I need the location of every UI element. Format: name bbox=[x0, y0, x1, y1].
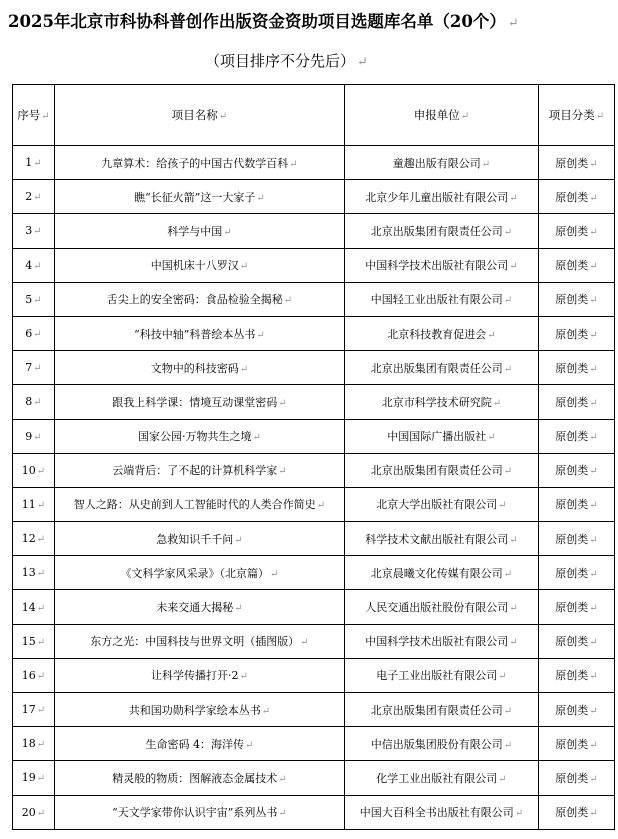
table-row bbox=[13, 658, 615, 692]
cell-category-text: 原创类 bbox=[555, 806, 589, 820]
cell-mark-icon bbox=[589, 569, 597, 580]
cell-category bbox=[539, 658, 615, 692]
cell-category bbox=[539, 282, 615, 316]
cell-category-text: 原创类 bbox=[555, 669, 589, 683]
cell-category-text: 原创类 bbox=[555, 327, 589, 341]
cell-mark-icon bbox=[33, 397, 41, 408]
cell-org-text: 中国大百科全书出版社有限公司 bbox=[359, 806, 514, 820]
cell-mark-icon bbox=[37, 568, 45, 579]
cell-mark-icon bbox=[253, 432, 261, 443]
cell-mark-icon bbox=[589, 466, 597, 477]
cell-category bbox=[539, 487, 615, 521]
cell-no-text: 20 bbox=[21, 805, 36, 819]
cell-category-text: 原创类 bbox=[555, 224, 589, 238]
cell-mark-icon bbox=[589, 637, 597, 648]
cell-name bbox=[55, 316, 345, 350]
cell-no bbox=[13, 522, 55, 556]
cell-mark-icon bbox=[37, 739, 45, 750]
cell-no-text: 6 bbox=[25, 327, 33, 341]
cell-mark-icon bbox=[509, 603, 517, 614]
cell-category bbox=[539, 522, 615, 556]
cell-org-text: 童趣出版有限公司 bbox=[392, 156, 481, 170]
cell-no bbox=[13, 180, 55, 214]
cell-mark-icon bbox=[589, 432, 597, 443]
cell-no bbox=[13, 487, 55, 521]
cell-category-text: 原创类 bbox=[555, 771, 589, 785]
cell-category bbox=[539, 727, 615, 761]
cell-category bbox=[539, 214, 615, 248]
cell-mark-icon bbox=[234, 603, 242, 614]
cell-org bbox=[345, 658, 539, 692]
cell-no-text: 1 bbox=[25, 156, 33, 170]
cell-category bbox=[539, 556, 615, 590]
cell-no bbox=[13, 624, 55, 658]
cell-category-text: 原创类 bbox=[555, 532, 589, 546]
paragraph-mark-icon bbox=[357, 55, 368, 70]
cell-no bbox=[13, 693, 55, 727]
cell-org bbox=[345, 385, 539, 419]
cell-name-text: 急救知识千千问 bbox=[156, 532, 234, 546]
cell-mark-icon bbox=[284, 295, 292, 306]
cell-org-text: 中信出版集团股份有限公司 bbox=[370, 737, 503, 751]
cell-name-text: 瞧“长征火箭”这一大家子 bbox=[134, 190, 256, 204]
cell-category bbox=[539, 590, 615, 624]
cell-org-text: 中国科学技术出版社有限公司 bbox=[365, 259, 509, 273]
cell-name bbox=[55, 522, 345, 556]
cell-mark-icon bbox=[37, 705, 45, 716]
cell-mark-icon bbox=[33, 192, 41, 203]
cell-name bbox=[55, 658, 345, 692]
cell-mark-icon bbox=[589, 295, 597, 306]
table-row bbox=[13, 453, 615, 487]
cell-org-text: 人民交通出版社股份有限公司 bbox=[365, 601, 509, 615]
cell-mark-icon bbox=[278, 466, 286, 477]
cell-org bbox=[345, 624, 539, 658]
cell-name-text: “科技中轴”科普绘本丛书 bbox=[134, 327, 256, 341]
cell-no bbox=[13, 590, 55, 624]
cell-org bbox=[345, 453, 539, 487]
cell-mark-icon bbox=[504, 569, 512, 580]
cell-category bbox=[539, 453, 615, 487]
cell-mark-icon bbox=[234, 535, 242, 546]
cell-category bbox=[539, 624, 615, 658]
cell-mark-icon bbox=[256, 193, 264, 204]
cell-no-text: 4 bbox=[25, 258, 33, 272]
cell-name-text: 《文科学家风采录》（北京篇） bbox=[120, 566, 270, 580]
cell-no-text: 3 bbox=[25, 224, 33, 238]
cell-no bbox=[13, 248, 55, 282]
cell-mark-icon bbox=[37, 773, 45, 784]
cell-category-text: 原创类 bbox=[555, 259, 589, 273]
cell-org bbox=[345, 248, 539, 282]
cell-org-text: 北京大学出版社有限公司 bbox=[376, 498, 498, 512]
cell-name bbox=[55, 556, 345, 590]
cell-mark-icon bbox=[589, 398, 597, 409]
cell-mark-icon bbox=[596, 111, 604, 122]
cell-no bbox=[13, 795, 55, 829]
table-row bbox=[13, 693, 615, 727]
cell-no-text: 5 bbox=[25, 292, 33, 306]
cell-mark-icon bbox=[498, 774, 506, 785]
cell-no bbox=[13, 727, 55, 761]
cell-no bbox=[13, 146, 55, 180]
paragraph-mark-icon bbox=[508, 16, 519, 31]
cell-mark-icon bbox=[278, 808, 286, 819]
cell-org bbox=[345, 316, 539, 350]
cell-org-text: 电子工业出版社有限公司 bbox=[376, 669, 498, 683]
cell-mark-icon bbox=[498, 500, 506, 511]
cell-name bbox=[55, 795, 345, 829]
cell-no-text: 9 bbox=[25, 429, 33, 443]
table-row bbox=[13, 419, 615, 453]
cell-mark-icon bbox=[41, 111, 49, 122]
cell-org-text: 北京少年儿童出版社有限公司 bbox=[365, 190, 509, 204]
cell-category-text: 原创类 bbox=[555, 498, 589, 512]
cell-mark-icon bbox=[37, 500, 45, 511]
cell-org-text: 北京出版集团有限责任公司 bbox=[370, 361, 503, 375]
cell-name bbox=[55, 385, 345, 419]
cell-org-text: 中国科学技术出版社有限公司 bbox=[365, 635, 509, 649]
cell-no bbox=[13, 556, 55, 590]
cell-mark-icon bbox=[487, 330, 495, 341]
cell-mark-icon bbox=[589, 193, 597, 204]
cell-name bbox=[55, 248, 345, 282]
cell-mark-icon bbox=[589, 330, 597, 341]
cell-org-text: 北京科技教育促进会 bbox=[387, 327, 487, 341]
cell-mark-icon bbox=[589, 227, 597, 238]
cell-org-text: 中国国际广播出版社 bbox=[387, 430, 487, 444]
cell-category-text: 原创类 bbox=[555, 601, 589, 615]
cell-mark-icon bbox=[589, 535, 597, 546]
cell-no-text: 15 bbox=[21, 634, 36, 648]
cell-name bbox=[55, 282, 345, 316]
cell-mark-icon bbox=[509, 261, 517, 272]
cell-mark-icon bbox=[240, 671, 248, 682]
cell-category-text: 原创类 bbox=[555, 395, 589, 409]
cell-no bbox=[13, 351, 55, 385]
cell-name-text: 让科学传播打开·2 bbox=[151, 669, 239, 683]
cell-mark-icon bbox=[493, 398, 501, 409]
cell-mark-icon bbox=[262, 706, 270, 717]
cell-org-text: 北京市科学技术研究院 bbox=[381, 395, 492, 409]
cell-no-text: 13 bbox=[21, 566, 36, 580]
cell-mark-icon bbox=[589, 261, 597, 272]
cell-mark-icon bbox=[504, 227, 512, 238]
cell-category-text: 原创类 bbox=[555, 635, 589, 649]
cell-mark-icon bbox=[589, 364, 597, 375]
cell-category-text: 原创类 bbox=[555, 156, 589, 170]
table-row bbox=[13, 556, 615, 590]
cell-name bbox=[55, 180, 345, 214]
cell-mark-icon bbox=[498, 671, 506, 682]
cell-mark-icon bbox=[504, 466, 512, 477]
cell-org bbox=[345, 146, 539, 180]
cell-org bbox=[345, 556, 539, 590]
cell-org-text: 化学工业出版社有限公司 bbox=[376, 771, 498, 785]
cell-mark-icon bbox=[37, 671, 45, 682]
cell-no-text: 18 bbox=[21, 737, 36, 751]
cell-category-text: 原创类 bbox=[555, 430, 589, 444]
cell-name-text: 文物中的科技密码 bbox=[150, 361, 239, 375]
cell-category-text: 原创类 bbox=[555, 464, 589, 478]
cell-mark-icon bbox=[504, 364, 512, 375]
table-row bbox=[13, 180, 615, 214]
cell-no-text: 14 bbox=[21, 600, 36, 614]
cell-name bbox=[55, 351, 345, 385]
cell-name-text: 东方之光：中国科技与世界文明（插图版） bbox=[90, 635, 300, 649]
cell-category bbox=[539, 351, 615, 385]
cell-org bbox=[345, 522, 539, 556]
cell-mark-icon bbox=[317, 500, 325, 511]
cell-category-text: 原创类 bbox=[555, 566, 589, 580]
cell-no-text: 16 bbox=[21, 668, 36, 682]
cell-category-text: 原创类 bbox=[555, 703, 589, 717]
cell-mark-icon bbox=[482, 159, 490, 170]
cell-category bbox=[539, 316, 615, 350]
cell-mark-icon bbox=[589, 603, 597, 614]
cell-org bbox=[345, 693, 539, 727]
cell-mark-icon bbox=[509, 193, 517, 204]
cell-mark-icon bbox=[589, 500, 597, 511]
cell-org bbox=[345, 590, 539, 624]
cell-name-text: 中国机床十八罗汉 bbox=[150, 259, 239, 273]
cell-mark-icon bbox=[509, 535, 517, 546]
header-name: 项目名称 ↵ bbox=[55, 85, 345, 146]
table-row bbox=[13, 351, 615, 385]
cell-mark-icon bbox=[504, 295, 512, 306]
cell-mark-icon bbox=[37, 808, 45, 819]
table-row bbox=[13, 282, 615, 316]
cell-mark-icon bbox=[245, 740, 253, 751]
cell-category bbox=[539, 248, 615, 282]
cell-no bbox=[13, 316, 55, 350]
cell-no-text: 8 bbox=[25, 395, 33, 409]
cell-name-text: 生命密码 4：海洋传 bbox=[145, 737, 245, 751]
cell-name-text: 智人之路：从史前到人工智能时代的人类合作简史 bbox=[73, 498, 316, 512]
cell-no-text: 7 bbox=[25, 361, 33, 375]
cell-org bbox=[345, 214, 539, 248]
cell-mark-icon bbox=[504, 706, 512, 717]
cell-name-text: 云端背后：了不起的计算机科学家 bbox=[112, 464, 278, 478]
table-row bbox=[13, 214, 615, 248]
table-row bbox=[13, 487, 615, 521]
cell-mark-icon bbox=[589, 671, 597, 682]
cell-category bbox=[539, 385, 615, 419]
cell-mark-icon bbox=[219, 111, 227, 122]
cell-mark-icon bbox=[33, 158, 41, 169]
cell-org bbox=[345, 727, 539, 761]
cell-no bbox=[13, 385, 55, 419]
cell-org-text: 科学技术文献出版社有限公司 bbox=[365, 532, 509, 546]
cell-no-text: 2 bbox=[25, 190, 33, 204]
cell-mark-icon bbox=[504, 740, 512, 751]
cell-category-text: 原创类 bbox=[555, 293, 589, 307]
cell-category bbox=[539, 180, 615, 214]
table-header-row bbox=[13, 85, 615, 146]
cell-org bbox=[345, 282, 539, 316]
cell-category bbox=[539, 419, 615, 453]
project-table bbox=[12, 84, 615, 830]
cell-no-text: 19 bbox=[21, 771, 36, 785]
table-row bbox=[13, 385, 615, 419]
cell-org-text: 中国轻工业出版社有限公司 bbox=[370, 293, 503, 307]
cell-name-text: 共和国功勋科学家绘本丛书 bbox=[128, 703, 261, 717]
cell-category bbox=[539, 693, 615, 727]
cell-name-text: 科学与中国 bbox=[167, 224, 223, 238]
cell-mark-icon bbox=[270, 569, 278, 580]
cell-mark-icon bbox=[515, 808, 523, 819]
header-no: 序号 ↵ bbox=[13, 85, 55, 146]
cell-mark-icon bbox=[278, 774, 286, 785]
cell-mark-icon bbox=[33, 295, 41, 306]
cell-name bbox=[55, 761, 345, 795]
cell-mark-icon bbox=[223, 227, 231, 238]
cell-mark-icon bbox=[240, 364, 248, 375]
table-row bbox=[13, 795, 615, 829]
cell-no bbox=[13, 419, 55, 453]
cell-name-text: “天文学家带你认识宇宙”系列丛书 bbox=[112, 806, 278, 820]
header-org: 申报单位 ↵ bbox=[345, 85, 539, 146]
cell-org bbox=[345, 487, 539, 521]
cell-category bbox=[539, 761, 615, 795]
cell-mark-icon bbox=[509, 637, 517, 648]
cell-org bbox=[345, 795, 539, 829]
table-row bbox=[13, 146, 615, 180]
table-row bbox=[13, 590, 615, 624]
cell-mark-icon bbox=[37, 603, 45, 614]
cell-name bbox=[55, 453, 345, 487]
document-subtitle: （项目排序不分先后） ↵ bbox=[205, 50, 368, 71]
cell-name-text: 跟我上科学课：情境互动课堂密码 bbox=[112, 395, 278, 409]
cell-name bbox=[55, 693, 345, 727]
cell-category-text: 原创类 bbox=[555, 190, 589, 204]
cell-mark-icon bbox=[461, 111, 469, 122]
cell-org bbox=[345, 419, 539, 453]
cell-mark-icon bbox=[589, 706, 597, 717]
table-row bbox=[13, 248, 615, 282]
cell-no bbox=[13, 658, 55, 692]
cell-org bbox=[345, 761, 539, 795]
cell-no-text: 12 bbox=[21, 532, 36, 546]
cell-mark-icon bbox=[37, 466, 45, 477]
cell-mark-icon bbox=[256, 330, 264, 341]
cell-mark-icon bbox=[33, 329, 41, 340]
cell-no-text: 11 bbox=[21, 497, 36, 511]
cell-mark-icon bbox=[589, 774, 597, 785]
cell-category bbox=[539, 795, 615, 829]
cell-mark-icon bbox=[33, 261, 41, 272]
cell-org-text: 北京出版集团有限责任公司 bbox=[370, 224, 503, 238]
cell-name bbox=[55, 146, 345, 180]
cell-org-text: 北京出版集团有限责任公司 bbox=[370, 464, 503, 478]
cell-name bbox=[55, 214, 345, 248]
table-row bbox=[13, 624, 615, 658]
cell-no-text: 17 bbox=[21, 703, 36, 717]
cell-mark-icon bbox=[589, 159, 597, 170]
cell-no bbox=[13, 282, 55, 316]
cell-name-text: 国家公园·万物共生之境 bbox=[138, 430, 252, 444]
cell-category-text: 原创类 bbox=[555, 361, 589, 375]
cell-category bbox=[539, 146, 615, 180]
cell-mark-icon bbox=[37, 534, 45, 545]
cell-org bbox=[345, 180, 539, 214]
cell-name bbox=[55, 590, 345, 624]
cell-no bbox=[13, 214, 55, 248]
cell-mark-icon bbox=[33, 363, 41, 374]
cell-name bbox=[55, 487, 345, 521]
table-row bbox=[13, 727, 615, 761]
cell-mark-icon bbox=[33, 226, 41, 237]
cell-org bbox=[345, 351, 539, 385]
cell-name-text: 九章算术：给孩子的中国古代数学百科 bbox=[101, 156, 289, 170]
cell-mark-icon bbox=[289, 159, 297, 170]
table-row bbox=[13, 761, 615, 795]
cell-mark-icon bbox=[589, 740, 597, 751]
cell-name bbox=[55, 727, 345, 761]
cell-org-text: 北京晨曦文化传媒有限公司 bbox=[370, 566, 503, 580]
cell-name-text: 未来交通大揭秘 bbox=[156, 601, 234, 615]
table-row bbox=[13, 522, 615, 556]
cell-mark-icon bbox=[589, 808, 597, 819]
cell-name-text: 舌尖上的安全密码：食品检验全揭秘 bbox=[106, 293, 283, 307]
cell-mark-icon bbox=[37, 637, 45, 648]
cell-name bbox=[55, 419, 345, 453]
cell-mark-icon bbox=[33, 432, 41, 443]
cell-name-text: 精灵般的物质：图解液态金属技术 bbox=[112, 771, 278, 785]
cell-no bbox=[13, 761, 55, 795]
cell-mark-icon bbox=[300, 637, 308, 648]
cell-category-text: 原创类 bbox=[555, 737, 589, 751]
cell-mark-icon bbox=[278, 398, 286, 409]
cell-mark-icon bbox=[487, 432, 495, 443]
cell-name bbox=[55, 624, 345, 658]
cell-no-text: 10 bbox=[21, 463, 36, 477]
header-category: 项目分类 ↵ bbox=[539, 85, 615, 146]
table-row bbox=[13, 316, 615, 350]
cell-mark-icon bbox=[240, 261, 248, 272]
document-title: 2025年北京市科协科普创作出版资金资助项目选题库名单（20个） ↵ bbox=[8, 8, 618, 32]
cell-no bbox=[13, 453, 55, 487]
cell-org-text: 北京出版集团有限责任公司 bbox=[370, 703, 503, 717]
